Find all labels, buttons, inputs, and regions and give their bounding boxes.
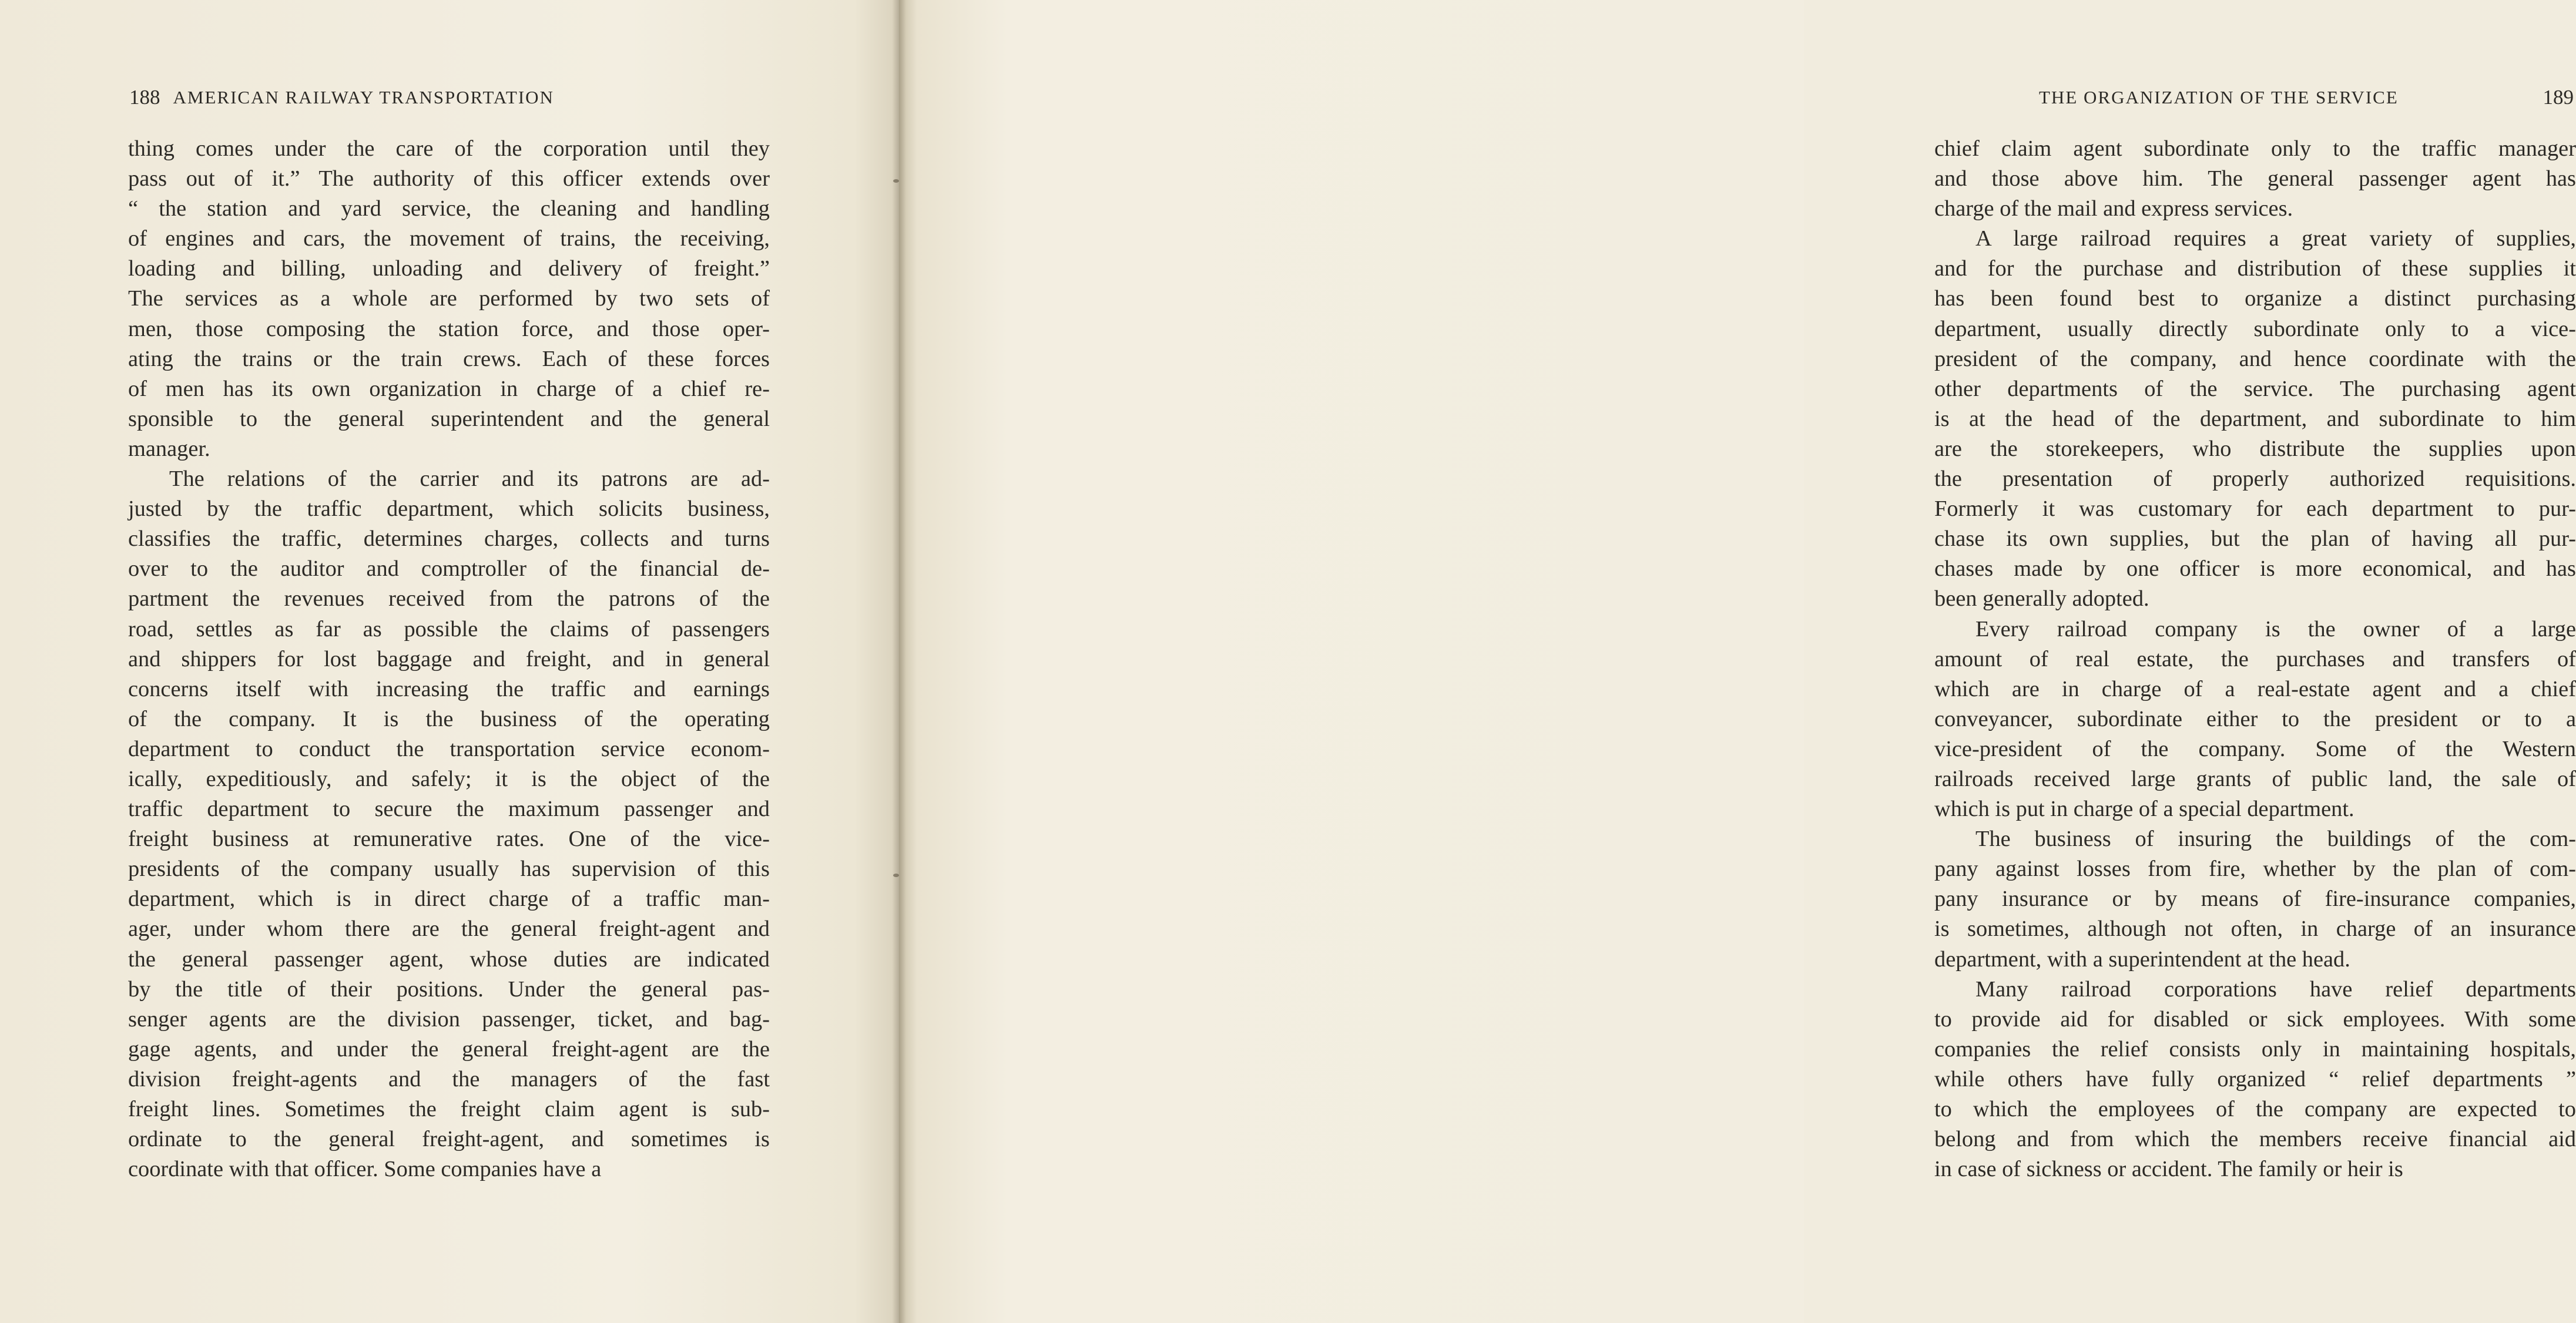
text-line: Formerly it was customary for each department to pur- bbox=[1934, 496, 2576, 522]
text-line: men, those composing the station force, and those oper- bbox=[128, 316, 770, 341]
text-line: the general passenger agent, whose duties are indicated bbox=[128, 946, 770, 972]
text-line: justed by the traffic department, which solicits business, bbox=[128, 496, 770, 522]
text-line: president of the company, and hence coordinate with the bbox=[1934, 346, 2576, 371]
text-line: pany insurance or by means of fire-insurance companies, bbox=[1934, 887, 2576, 912]
text-line: is at the head of the department, and subordinate to him bbox=[1934, 406, 2576, 431]
text-line: classifies the traffic, determines charges, collects and turns bbox=[128, 526, 770, 552]
text-line: The relations of the carrier and its patrons are ad- bbox=[169, 466, 770, 492]
text-line: over to the auditor and comptroller of the financial de- bbox=[128, 556, 770, 582]
text-line: of men has its own organization in charge of a chief re- bbox=[128, 376, 770, 401]
text-line: sponsible to the general superintendent and the general bbox=[128, 406, 770, 431]
text-line: department, which is in direct charge of a traffic man- bbox=[128, 887, 770, 912]
text-line: road, settles as far as possible the claims of passengers bbox=[128, 616, 770, 642]
text-line: chases made by one officer is more economical, and has bbox=[1934, 556, 2576, 582]
text-line: by the title of their positions. Under the general pas- bbox=[128, 976, 770, 1002]
text-line: companies the relief consists only in maintaining hospitals, bbox=[1934, 1036, 2576, 1062]
text-line: division freight-agents and the managers of the fast bbox=[128, 1066, 770, 1092]
text-line: in case of sickness or accident. The family or heir is bbox=[1934, 1157, 2403, 1182]
text-line: ordinate to the general freight-agent, and sometimes is bbox=[128, 1127, 770, 1152]
text-line: freight business at remunerative rates. One of the vice- bbox=[128, 827, 770, 852]
text-line: freight lines. Sometimes the freight claim agent is sub- bbox=[128, 1097, 770, 1121]
text-line: vice-president of the company. Some of the Western bbox=[1934, 736, 2576, 761]
text-line: thing comes under the care of the corporation until they bbox=[128, 136, 770, 161]
text-line: to which the employees of the company are expected to bbox=[1934, 1097, 2576, 1121]
right-running-head: THE ORGANIZATION OF THE SERVICE bbox=[2039, 87, 2399, 108]
text-line: which are in charge of a real-estate agent and a chief bbox=[1934, 676, 2576, 701]
text-line: ating the trains or the train crews. Each of these forces bbox=[128, 346, 770, 371]
text-line: Every railroad company is the owner of a large bbox=[1975, 616, 2576, 642]
left-page bbox=[0, 0, 899, 1323]
text-line: is sometimes, although not often, in charge of an insurance bbox=[1934, 916, 2576, 942]
text-line: of engines and cars, the movement of trains, the receiving, bbox=[128, 226, 770, 251]
text-line: belong and from which the members receive financial aid bbox=[1934, 1127, 2576, 1152]
text-line: been generally adopted. bbox=[1934, 586, 2149, 612]
text-line: are the storekeepers, who distribute the supplies upon bbox=[1934, 436, 2576, 461]
text-line: partment the revenues received from the patrons of the bbox=[128, 586, 770, 612]
text-line: The services as a whole are performed by two sets of bbox=[128, 286, 770, 311]
left-page-body bbox=[128, 134, 770, 1184]
text-line: coordinate with that officer. Some companies have a bbox=[128, 1157, 602, 1182]
text-line: presidents of the company usually has supervision of this bbox=[128, 857, 770, 882]
book-gutter bbox=[892, 0, 906, 1323]
text-line: and for the purchase and distribution of these supplies it bbox=[1934, 256, 2576, 281]
text-line: manager. bbox=[128, 436, 210, 461]
text-line: of the company. It is the business of the operating bbox=[128, 706, 770, 731]
text-line: chief claim agent subordinate only to the traffic manager bbox=[1934, 136, 2576, 161]
right-page bbox=[899, 0, 2576, 1323]
text-line: A large railroad requires a great variety of supplies, bbox=[1975, 226, 2576, 251]
left-running-head: AMERICAN RAILWAY TRANSPORTATION bbox=[173, 87, 554, 108]
text-line: railroads received large grants of public land, the sale of bbox=[1934, 766, 2576, 791]
text-line: department, usually directly subordinate only to a vice- bbox=[1934, 316, 2576, 341]
text-line: Many railroad corporations have relief departments bbox=[1975, 976, 2576, 1002]
text-line: conveyancer, subordinate either to the president or to a bbox=[1934, 706, 2576, 731]
text-line: and those above him. The general passenger agent has bbox=[1934, 166, 2576, 192]
text-line: ager, under whom there are the general freight-agent and bbox=[128, 916, 770, 942]
text-line: while others have fully organized “ relief departments ” bbox=[1934, 1066, 2576, 1092]
text-line: amount of real estate, the purchases and transfers of bbox=[1934, 646, 2576, 671]
text-line: has been found best to organize a distinct purchasing bbox=[1934, 286, 2576, 311]
text-line: pass out of it.” The authority of this officer extends over bbox=[128, 166, 770, 192]
text-line: concerns itself with increasing the traffic and earnings bbox=[128, 676, 770, 701]
text-line: and shippers for lost baggage and freight, and in general bbox=[128, 646, 770, 671]
text-line: the presentation of properly authorized requisitions. bbox=[1934, 466, 2576, 492]
text-line: pany against losses from fire, whether by the plan of com- bbox=[1934, 857, 2576, 882]
text-line: senger agents are the division passenger, ticket, and bag- bbox=[128, 1006, 770, 1032]
left-page-number: 188 bbox=[129, 86, 160, 109]
text-line: traffic department to secure the maximum passenger and bbox=[128, 797, 770, 822]
text-line: to provide aid for disabled or sick employees. With some bbox=[1934, 1006, 2576, 1032]
right-page-body bbox=[1934, 134, 2576, 1184]
text-line: charge of the mail and express services. bbox=[1934, 196, 2293, 221]
text-line: department to conduct the transportation service econom- bbox=[128, 736, 770, 761]
text-line: “ the station and yard service, the cleaning and handling bbox=[128, 196, 770, 221]
right-page-header bbox=[2039, 82, 2574, 113]
gutter-mark bbox=[893, 874, 899, 877]
right-page-number: 189 bbox=[2543, 86, 2574, 109]
text-line: ically, expeditiously, and safely; it is the object of the bbox=[128, 766, 770, 791]
text-line: department, with a superintendent at the head. bbox=[1934, 946, 2350, 972]
text-line: other departments of the service. The purchasing agent bbox=[1934, 376, 2576, 401]
left-page-header bbox=[129, 82, 770, 113]
text-line: gage agents, and under the general freight-agent are the bbox=[128, 1036, 770, 1062]
text-line: which is put in charge of a special department. bbox=[1934, 797, 2354, 822]
text-line: loading and billing, unloading and delivery of freight.” bbox=[128, 256, 770, 281]
gutter-mark bbox=[893, 179, 899, 183]
text-line: The business of insuring the buildings of the com- bbox=[1975, 827, 2576, 852]
text-line: chase its own supplies, but the plan of having all pur- bbox=[1934, 526, 2576, 552]
